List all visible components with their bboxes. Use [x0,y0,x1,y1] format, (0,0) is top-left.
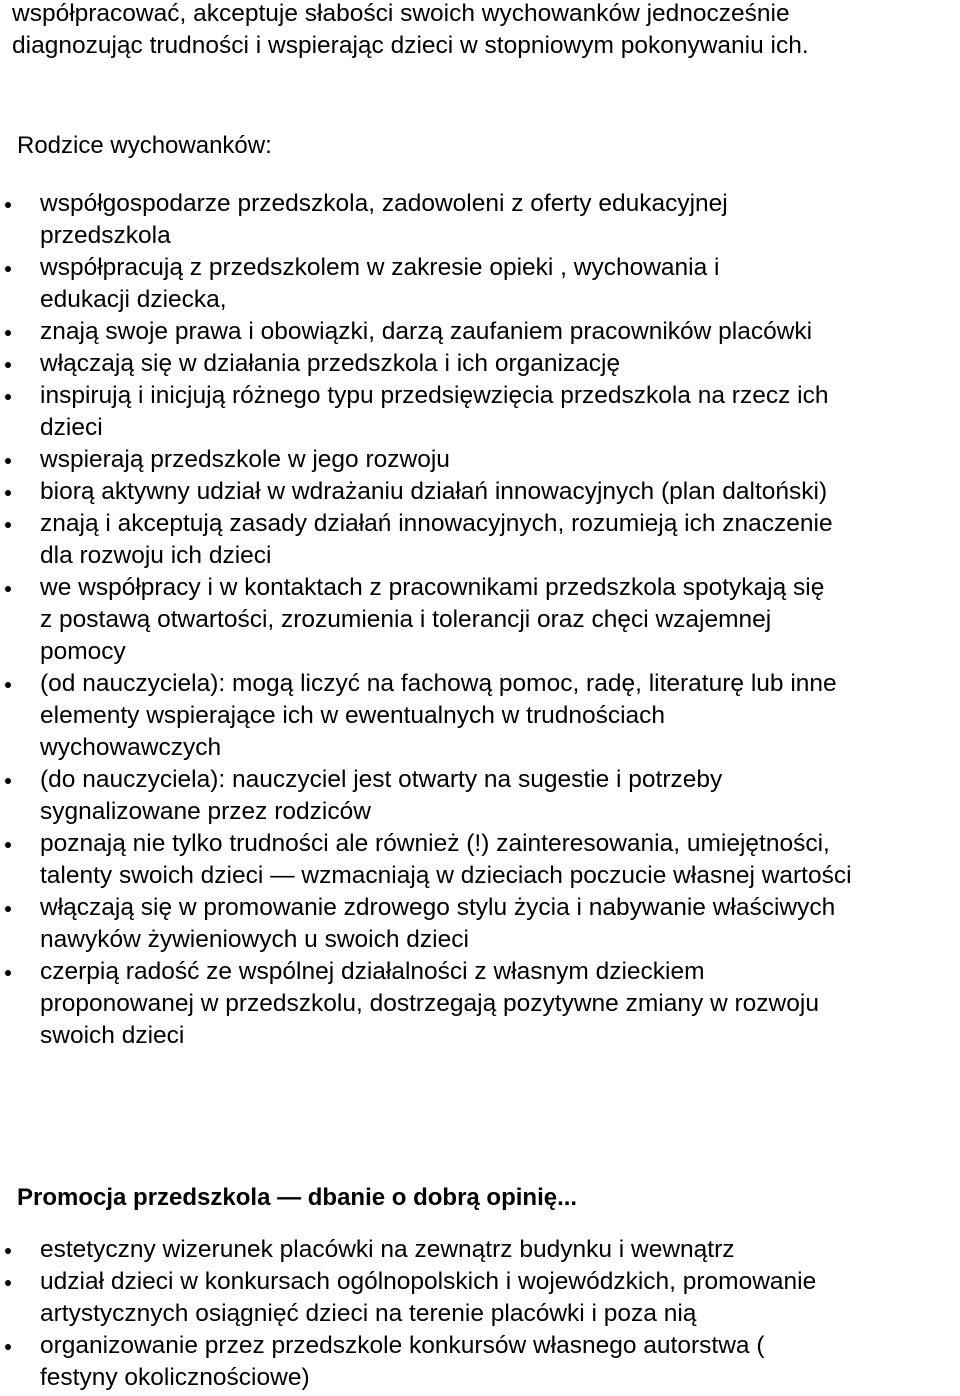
promotion-heading: Promocja przedszkola — dbanie o dobrą opinię... [17,1184,578,1211]
list-item: wspierają przedszkole w jego rozwoju [0,444,960,476]
list-item: inspirują i inicjują różnego typu przedsięwzięcia przedszkola na rzecz ich dzieci [0,380,960,444]
bullet-icon [5,1344,11,1350]
list-item: organizowanie przez przedszkole konkursów własnego autorstwa ( festyny okolicznościowe) [0,1330,960,1394]
bullet-icon [5,586,11,592]
intro-paragraph [12,0,952,62]
parents-list [0,188,960,1052]
intro-line: współpracować, akceptuje słabości swoich wychowanków jednocześnie [12,0,790,27]
list-item: biorą aktywny udział w wdrażaniu działań innowacyjnych (plan daltoński) [0,476,960,508]
parents-heading: Rodzice wychowanków: [17,132,272,159]
bullet-icon [5,1280,11,1286]
promotion-list [0,1234,960,1394]
bullet-icon [5,682,11,688]
bullet-icon [5,202,11,208]
bullet-icon [5,266,11,272]
list-item: znają swoje prawa i obowiązki, darzą zaufaniem pracowników placówki [0,316,960,348]
list-item: czerpią radość ze wspólnej działalności z własnym dzieckiem proponowanej w przedszkolu, dostrzegają pozytywne zmiany w rozwoju swoich dzieci [0,956,960,1052]
intro-line: diagnozując trudności i wspierając dzieci w stopniowym pokonywaniu ich. [12,32,809,59]
bullet-icon [5,394,11,400]
list-item: włączają się w promowanie zdrowego stylu życia i nabywanie właściwych nawyków żywieniowych u swoich dzieci [0,892,960,956]
list-item: estetyczny wizerunek placówki na zewnątrz budynku i wewnątrz [0,1234,960,1266]
bullet-icon [5,490,11,496]
bullet-icon [5,458,11,464]
bullet-icon [5,362,11,368]
list-item: współpracują z przedszkolem w zakresie opieki , wychowania i edukacji dziecka, [0,252,960,316]
bullet-icon [5,970,11,976]
list-item: znają i akceptują zasady działań innowacyjnych, rozumieją ich znaczenie dla rozwoju ich dzieci [0,508,960,572]
bullet-icon [5,842,11,848]
bullet-icon [5,906,11,912]
list-item: poznają nie tylko trudności ale również (!) zainteresowania, umiejętności, talenty swoich dzieci — wzmacniają w dzieciach poczucie własnej wartości [0,828,960,892]
bullet-icon [5,1248,11,1254]
list-item: włączają się w działania przedszkola i ich organizację [0,348,960,380]
list-item: we współpracy i w kontaktach z pracownikami przedszkola spotykają się z postawą otwartości, zrozumienia i tolerancji oraz chęci wzajemnej pomocy [0,572,960,668]
list-item: (do nauczyciela): nauczyciel jest otwarty na sugestie i potrzeby sygnalizowane przez rodziców [0,764,960,828]
list-item: (od nauczyciela): mogą liczyć na fachową pomoc, radę, literaturę lub inne elementy wspierające ich w ewentualnych w trudnościach wychowawczych [0,668,960,764]
bullet-icon [5,522,11,528]
list-item: współgospodarze przedszkola, zadowoleni z oferty edukacyjnej przedszkola [0,188,960,252]
list-item: udział dzieci w konkursach ogólnopolskich i wojewódzkich, promowanie artystycznych osiągnięć dzieci na terenie placówki i poza nią [0,1266,960,1330]
bullet-icon [5,778,11,784]
bullet-icon [5,330,11,336]
